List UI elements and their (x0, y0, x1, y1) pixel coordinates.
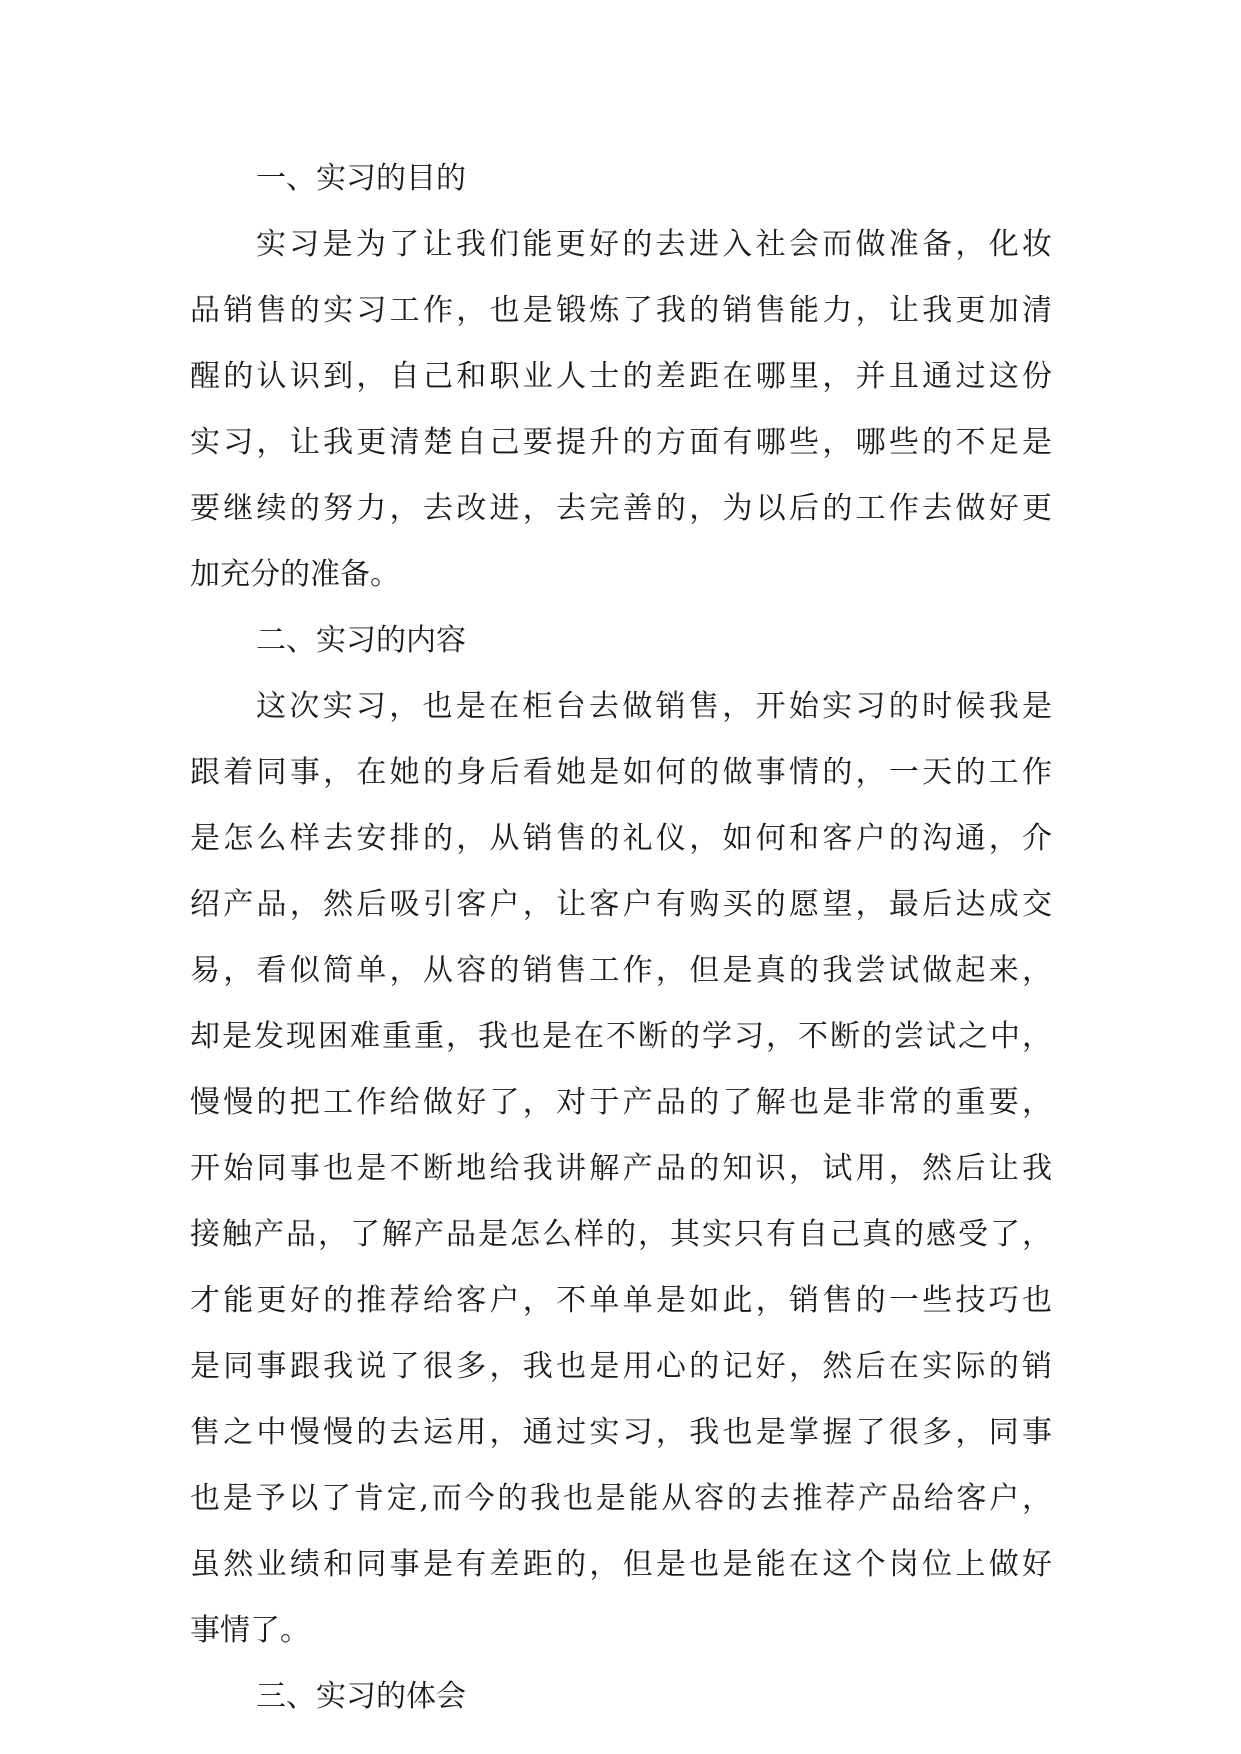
paragraph-line: 实习，让我更清楚自己要提升的方面有哪些，哪些的不足是 (190, 425, 1052, 460)
paragraph-line: 绍产品，然后吸引客户，让客户有购买的愿望，最后达成交 (190, 887, 1052, 922)
paragraph-line: 加充分的准备。 (190, 557, 400, 592)
paragraph-line: 慢慢的把工作给做好了，对于产品的了解也是非常的重要， (190, 1085, 1052, 1120)
section-heading: 一、实习的目的 (256, 161, 466, 196)
paragraph-line: 才能更好的推荐给客户，不单单是如此，销售的一些技巧也 (190, 1283, 1052, 1318)
paragraph-line: 是同事跟我说了很多，我也是用心的记好，然后在实际的销 (190, 1349, 1052, 1384)
paragraph-line: 醒的认识到，自己和职业人士的差距在哪里，并且通过这份 (190, 359, 1052, 394)
paragraph-line: 要继续的努力，去改进，去完善的，为以后的工作去做好更 (190, 491, 1052, 526)
paragraph-line: 却是发现困难重重，我也是在不断的学习，不断的尝试之中， (190, 1019, 1052, 1054)
paragraph-line: 实习是为了让我们能更好的去进入社会而做准备，化妆 (256, 227, 1052, 262)
paragraph-line: 事情了。 (190, 1613, 310, 1648)
section-heading: 二、实习的内容 (256, 623, 466, 658)
paragraph-line: 品销售的实习工作，也是锻炼了我的销售能力，让我更加清 (190, 293, 1052, 328)
paragraph-line: 这次实习，也是在柜台去做销售，开始实习的时候我是 (256, 689, 1052, 724)
section-1 (190, 150, 1052, 604)
document-page (190, 150, 1052, 1726)
paragraph-line: 接触产品，了解产品是怎么样的，其实只有自己真的感受了， (190, 1217, 1052, 1252)
paragraph-line: 虽然业绩和同事是有差距的，但是也是能在这个岗位上做好 (190, 1547, 1052, 1582)
paragraph-line: 易，看似简单，从容的销售工作，但是真的我尝试做起来， (190, 953, 1052, 988)
paragraph-line: 是怎么样去安排的，从销售的礼仪，如何和客户的沟通，介 (190, 821, 1052, 856)
paragraph-line: 开始同事也是不断地给我讲解产品的知识，试用，然后让我 (190, 1151, 1052, 1186)
paragraph-line: 跟着同事，在她的身后看她是如何的做事情的，一天的工作 (190, 755, 1052, 790)
paragraph-line: 售之中慢慢的去运用，通过实习，我也是掌握了很多，同事 (190, 1415, 1052, 1450)
paragraph-line: 也是予以了肯定,而今的我也是能从容的去推荐产品给客户， (190, 1481, 1052, 1516)
section-2 (190, 612, 1052, 1660)
section-heading: 三、实习的体会 (256, 1679, 466, 1714)
section-3 (190, 1668, 1052, 1726)
